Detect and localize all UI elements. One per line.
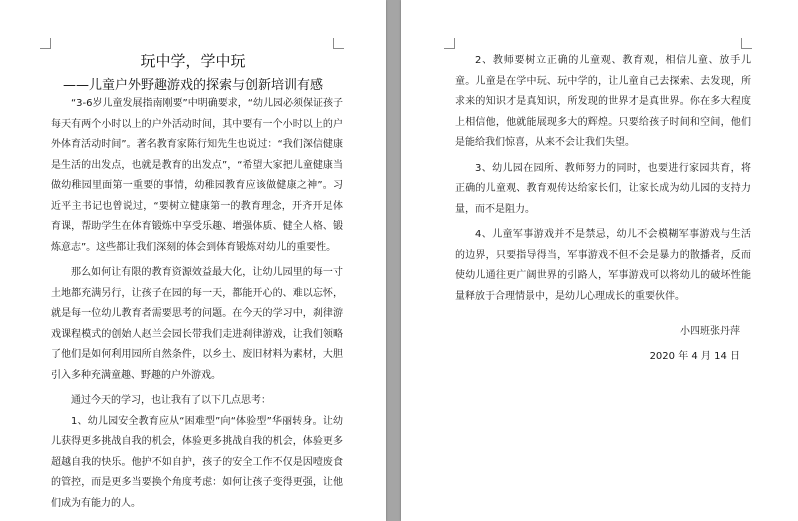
document-page-1 [0, 0, 386, 521]
margin-marker-top-right [741, 38, 752, 49]
paragraph: 4、儿童军事游戏并不是禁忌，幼儿不会模糊军事游戏与生活的边界，只要指导得当，军事游戏不但不会是暴力的散播者，反而使幼儿通往更广阔世界的引路人，军事游戏可以将幼儿的破坏性能量释放于合理情景中，是幼儿心理成长的重要伙伴。 [455, 229, 751, 302]
margin-marker-top-left [40, 38, 51, 49]
margin-marker-top-right [333, 38, 344, 49]
body-text-page-1 [51, 94, 343, 514]
document-page-2 [401, 0, 798, 521]
paragraph: 2、教师要树立正确的儿童观、教育观，相信儿童、放手儿童。儿童是在学中玩、玩中学的，让儿童自己去探索、去发现，所求来的知识才是真知识，所发现的世界才是真世界。你在多大程度上相信他，他就能展现多大的辉煌。只要给孩子时间和空间，他们是能给我们惊喜，从来不会让我们失望。 [455, 55, 751, 148]
date: 2020 年 4 月 14 日 [649, 351, 740, 362]
paragraph: 1、幼儿园安全教育应从“困难型”向“体验型”华丽转身。让幼儿获得更多挑战自我的机会，体验更多挑战自我的机会，体验更多超越自我的快乐。他护不如自护，孩子的安全工作不仅是因噎废食的管控，而是更多当要换个角度考虑：如何让孩子变得更强，让他们成为有能力的人。 [51, 415, 343, 509]
paragraph: 通过今天的学习，也让我有了以下几点思考： [71, 395, 271, 406]
signature: 小四班张丹萍 [680, 326, 740, 337]
body-text-page-2 [455, 51, 751, 307]
paragraph: 3、幼儿园在园所、教师努力的同时，也要进行家园共育，将正确的儿童观、教育观传达给家长们，让家长成为幼儿园的支持力量，而不是阻力。 [455, 162, 751, 215]
margin-marker-top-left [444, 38, 455, 49]
page-title: 玩中学，学中玩 [140, 52, 246, 70]
page-subtitle: ——儿童户外野趣游戏的探索与创新培训有感 [62, 78, 323, 93]
paragraph: “3-6岁儿童发展指南刚要”中明确要求，“幼儿园必须保证孩子每天有两个小时以上的户外活动时间，其中要有一个小时以上的户外体育活动时间”。著名教育家陈行知先生也说过：“我们深信健康是生活的出发点，也就是教育的出发点”，“希望大家把儿童健康当做幼稚园里面第一重要的事情，幼稚园教育应该做健康之神”。习近平主书记也曾说过，“要树立健康第一的教育理念，开齐开足体育课，帮助学生在体育锻炼中享受乐趣、增强体质、健全人格、锻炼意志”。这些都让我们深刻的体会到体育锻炼对幼儿的重要性。 [51, 98, 343, 253]
paragraph: 那么如何让有限的教育资源效益最大化，让幼儿园里的每一寸土地都充满另行，让孩子在园的每一天，都能开心的、难以忘怀，就是每一位幼儿教育者需要思考的问题。在今天的学习中，刹律游戏课程模式的创始人赵兰会园长带我们走进刹律游戏，让我们领略了他们是如何利用园所自然条件，以乡土、废旧材料为素材，大胆引入多种充满童趣、野趣的户外游戏。 [51, 267, 343, 381]
